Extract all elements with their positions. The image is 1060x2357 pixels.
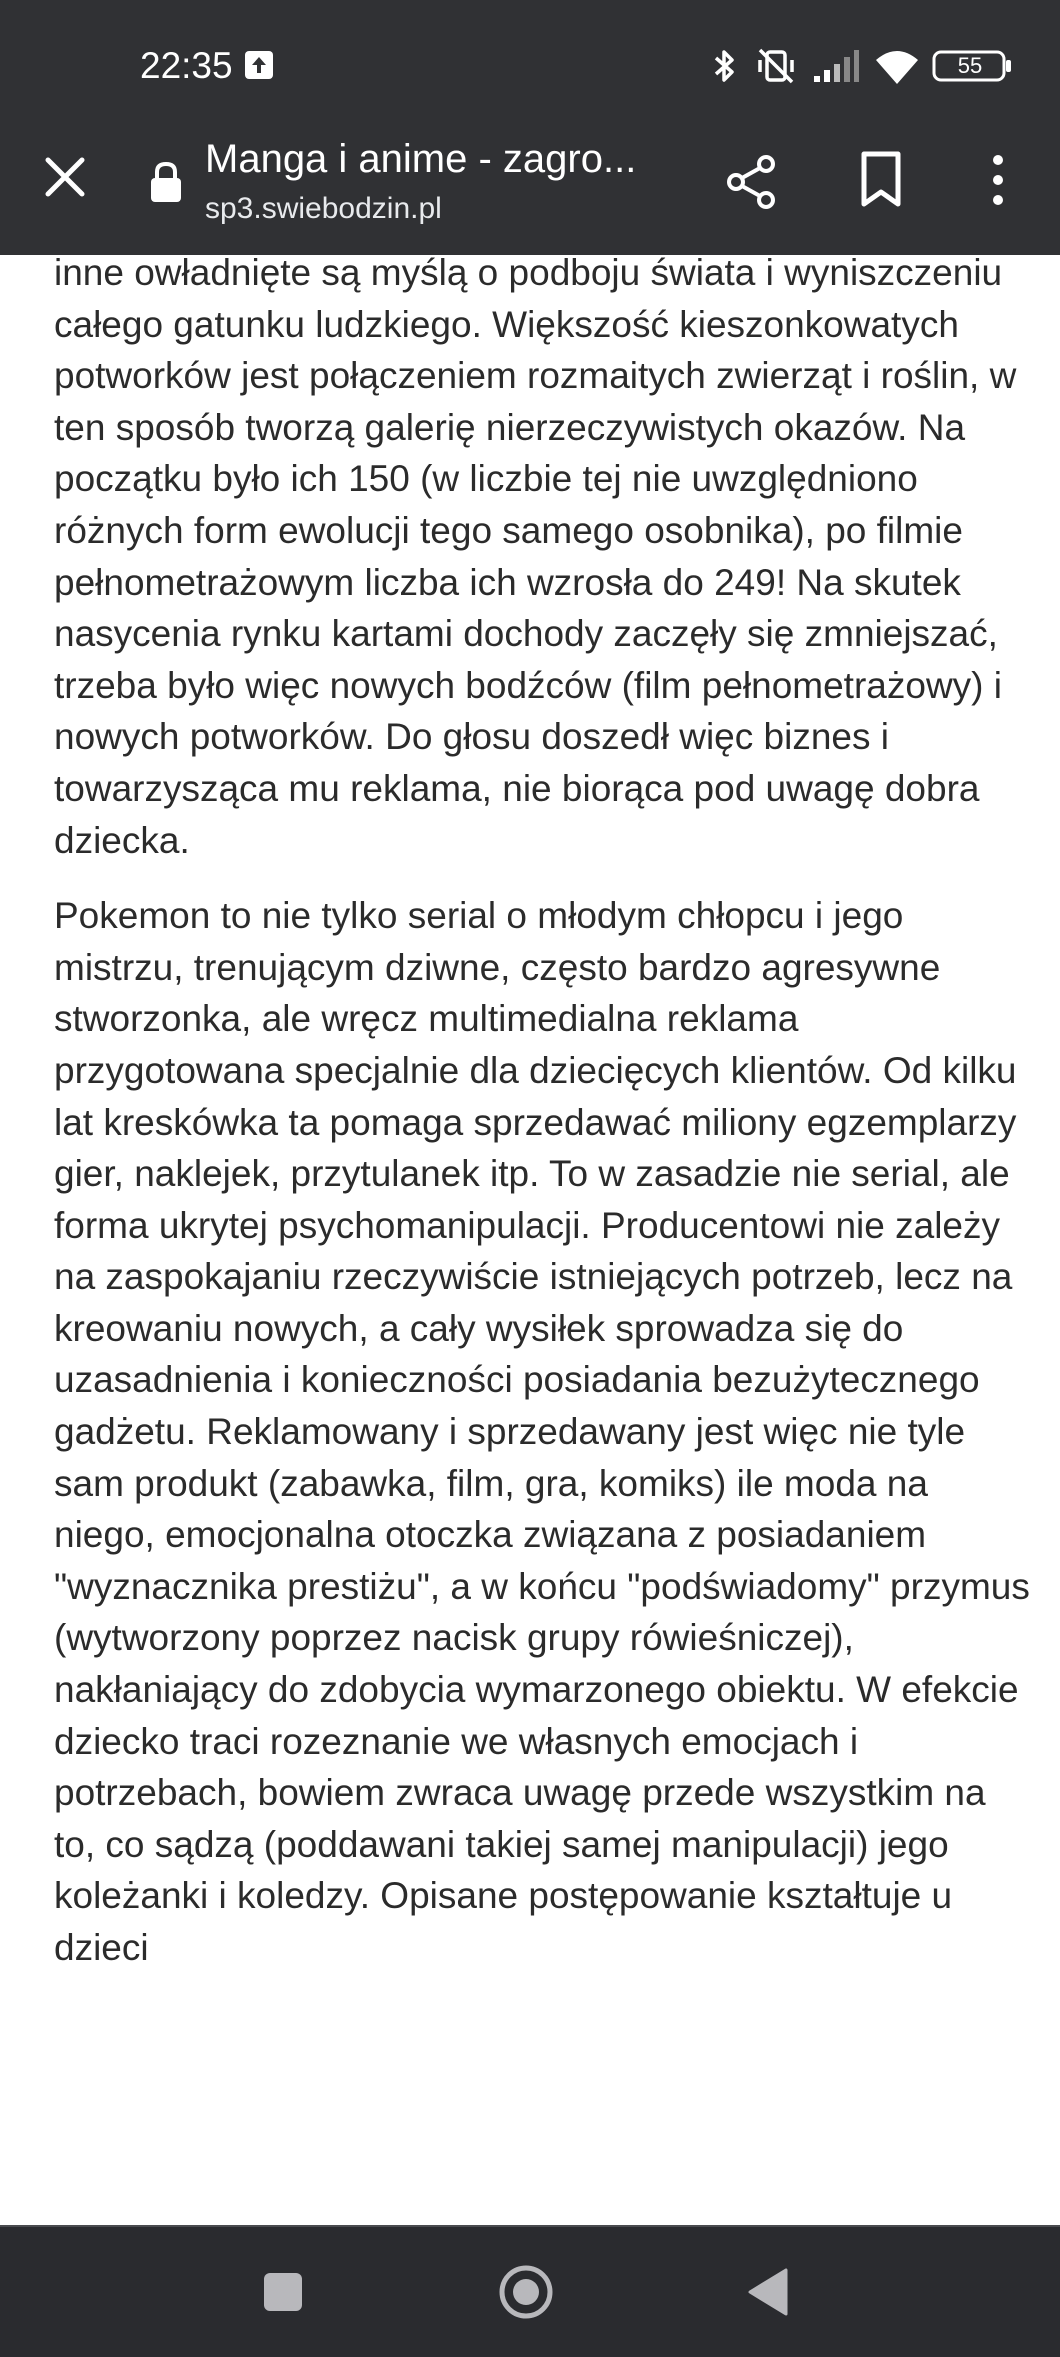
more-options-icon[interactable] [985, 150, 1011, 210]
status-time: 22:35 [140, 45, 233, 86]
home-icon[interactable] [498, 2264, 554, 2320]
back-icon[interactable] [746, 2267, 790, 2317]
close-icon[interactable] [40, 152, 90, 202]
battery-icon [932, 48, 1014, 89]
web-content[interactable] [0, 255, 1060, 2225]
upload-icon [244, 50, 274, 80]
article-paragraph: inne owładnięte są myślą o podboju świata i wyniszczeniu całego gatunku ludzkiego. Większość kieszonkowatych potworków jest połączeniem rozmaitych zwierząt i roślin, w ten sposób tworzą galerię nierzeczywistych okazów. Na początku było ich 150 (w liczbie tej nie uwzględniono różnych form ewolucji tego samego osobnika), po filmie pełnometrażowym liczba ich wzrosła do 249! Na skutek nasycenia rynku kartami dochody zaczęły się zmniejszać, trzeba było więc nowych bodźców (film pełnometrażowy) i nowych potworków. Do głosu doszedł więc biznes i towarzysząca mu reklama, nie biorąca pod uwagę dobra dziecka. [54, 255, 1017, 861]
recents-icon[interactable] [262, 2271, 304, 2313]
bookmark-icon[interactable] [858, 150, 904, 210]
page-url[interactable]: sp3.swiebodzin.pl [205, 192, 442, 225]
status-bar [0, 0, 1060, 130]
share-icon[interactable] [722, 152, 782, 212]
vibrate-off-icon [754, 44, 798, 93]
wifi-icon [874, 44, 920, 93]
article-body [54, 255, 1034, 1998]
article-paragraph: Pokemon to nie tylko serial o młodym chłopcu i jego mistrzu, trenującym dziwne, często bardzo agresywne stworzonka, ale wręcz multimedialna reklama przygotowana specjalnie dla dziecięcych klientów. Od kilku lat kreskówka ta pomaga sprzedawać miliony egzemplarzy gier, naklejek, przytulanek itp. To w zasadzie nie serial, ale forma ukrytej psychomanipulacji. Producentowi nie zależy na zaspokajaniu rzeczywiście istniejących potrzeb, lecz na kreowaniu nowych, a cały wysiłek sprowadza się do uzasadnienia i konieczności posiadania bezużytecznego gadżetu. Reklamowany i sprzedawany jest więc nie tyle sam produkt (zabawka, film, gra, komiks) ile moda na niego, emocjonalna otoczka związana z posiadaniem "wyznacznika prestiżu", a w końcu "podświadomy" przymus (wytworzony poprzez nacisk grupy rówieśniczej), nakłaniający do zdobycia wymarzonego obiektu. W efekcie dziecko traci rozeznanie we własnych emocjach i potrzebach, bowiem zwraca uwagę przede wszystkim na to, co sądzą (poddawani takiej samej manipulacji) jego koleżanki i koledzy. Opisane postępowanie kształtuje u dzieci [54, 895, 1030, 1968]
browser-top-bar [0, 0, 1060, 255]
battery-level: 55 [957, 53, 983, 78]
bluetooth-icon [710, 44, 738, 93]
system-nav-bar [0, 2225, 1060, 2357]
signal-icon [812, 44, 860, 93]
lock-icon[interactable] [148, 160, 184, 204]
page-title[interactable]: Manga i anime - zagro... [205, 137, 637, 181]
